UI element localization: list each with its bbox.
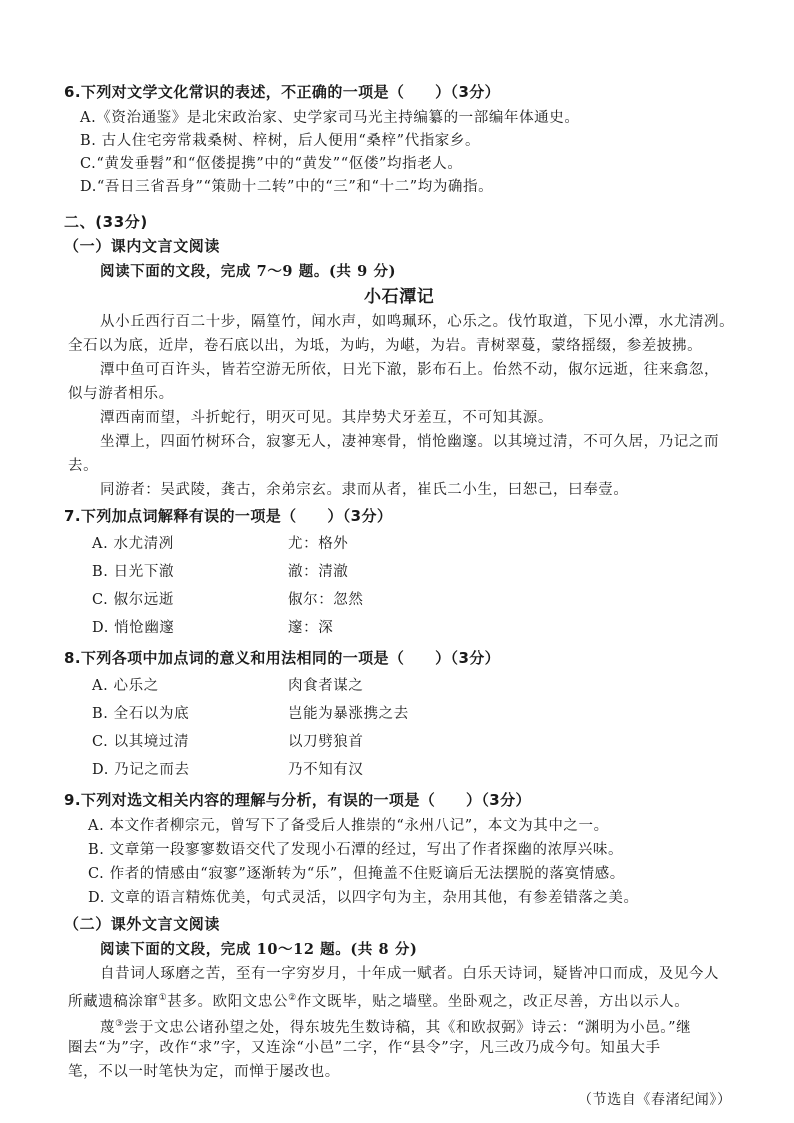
passage2-line: 自昔词人琢磨之苦，至有一字穷岁月，十年成一赋者。白乐天诗词，疑皆冲口而成，及见今人 <box>100 966 720 982</box>
passage2-line: 所藏遗稿涂窜①甚多。欧阳文忠公②作文既毕，贴之墙壁。坐卧观之，改正尽善，方出以示人。 <box>68 993 690 1010</box>
passage-line: 从小丘西行百二十步，隔篁竹，闻水声，如鸣珮环，心乐之。伐竹取道，下见小潭，水尤清冽。 <box>100 314 735 330</box>
q6-stem: 6.下列对文学文化常识的表述，不正确的一项是（ ）（3分） <box>64 83 501 101</box>
q7-option-a-right: 尤：格外 <box>288 536 349 552</box>
q8-option-d-left: D. 乃记之而去 <box>92 762 190 778</box>
passage-line: 去。 <box>68 458 99 474</box>
passage-source: （节选自《春渚纪闻》） <box>578 1092 732 1108</box>
q8-option-c-left: C. 以其境过清 <box>92 734 190 750</box>
passage-line: 似与游者相乐。 <box>68 386 174 402</box>
q9-option-d: D. 文章的语言精炼优美，句式灵活，以四字句为主，杂用其他，有参差错落之美。 <box>88 890 639 906</box>
passage-line: 全石以为底，近岸，卷石底以出，为坻，为屿，为嵁，为岩。青树翠蔓，蒙络摇缀，参差披拂。 <box>68 338 703 354</box>
q7-option-a-left: A. 水尤清冽 <box>92 536 174 552</box>
q6-option-a: A.《资治通鉴》是北宋政治家、史学家司马光主持编纂的一部编年体通史。 <box>80 110 580 126</box>
passage-line: 同游者：吴武陵，龚古，余弟宗玄。隶而从者，崔氏二小生，曰恕己，曰奉壹。 <box>100 482 629 498</box>
q7-option-b-right: 澈：清澈 <box>288 564 349 580</box>
q8-option-a-right: 肉食者谋之 <box>288 678 364 694</box>
q6-option-c: C.“黄发垂髫”和“伛偻提携”中的“黄发”“伛偻”均指老人。 <box>80 156 463 172</box>
q8-option-c-right: 以刀劈狼首 <box>288 734 364 750</box>
section-heading: 二、(33分) <box>64 213 148 231</box>
part2-heading: （二）课外文言文阅读 <box>64 915 221 933</box>
q8-stem: 8.下列各项中加点词的意义和用法相同的一项是（ ）（3分） <box>64 649 501 667</box>
passage-line: 潭西南而望，斗折蛇行，明灭可见。其岸势犬牙差互，不可知其源。 <box>100 410 553 426</box>
q7-option-d-left: D. 悄怆幽邃 <box>92 620 175 636</box>
q7-option-c-left: C. 俶尔远逝 <box>92 592 174 608</box>
q9-option-a: A. 本文作者柳宗元，曾写下了备受后人推崇的“永州八记”，本文为其中之一。 <box>88 818 609 834</box>
q8-option-a-left: A. 心乐之 <box>92 678 159 694</box>
q9-stem: 9.下列对选文相关内容的理解与分析，有误的一项是（ ）（3分） <box>64 791 531 809</box>
passage-line: 坐潭上，四面竹树环合，寂寥无人，凄神寒骨，悄怆幽邃。以其境过清，不可久居，乃记之而 <box>100 434 720 450</box>
passage-line: 潭中鱼可百许头，皆若空游无所依，日光下澈，影布石上。佁然不动，俶尔远逝，往来翕忽， <box>100 362 720 378</box>
q8-option-b-left: B. 全石以为底 <box>92 706 190 722</box>
q7-stem: 7.下列加点词解释有误的一项是（ ）（3分） <box>64 507 393 525</box>
footnote-marker: ① <box>158 993 168 1003</box>
q6-option-d: D.“吾日三省吾身”“策勋十二转”中的“三”和“十二”均为确指。 <box>80 179 494 195</box>
q8-option-b-right: 岂能为暴涨携之去 <box>288 706 409 722</box>
passage-title: 小石潭记 <box>364 287 435 307</box>
q9-option-b: B. 文章第一段寥寥数语交代了发现小石潭的经过，写出了作者探幽的浓厚兴味。 <box>88 842 624 858</box>
q8-option-d-right: 乃不知有汉 <box>288 762 364 778</box>
part2-instruction: 阅读下面的文段，完成 10～12 题。(共 8 分) <box>100 941 418 958</box>
footnote-marker: ② <box>288 993 297 1003</box>
passage2-line: 蔑③尝于文忠公诸孙望之处，得东坡先生数诗稿，其《和欧叔弼》诗云：“渊明为小邑。”继 <box>100 1019 692 1036</box>
footnote-marker: ③ <box>115 1019 124 1029</box>
q7-option-d-right: 邃：深 <box>288 620 334 636</box>
part1-heading: （一）课内文言文阅读 <box>64 237 221 255</box>
passage2-line: 笔，不以一时笔快为定，而惮于屡改也。 <box>68 1064 340 1080</box>
q9-option-c: C. 作者的情感由“寂寥”逐渐转为“乐”，但掩盖不住贬谪后无法摆脱的落寞情感。 <box>88 866 625 882</box>
part1-instruction: 阅读下面的文段，完成 7～9 题。(共 9 分) <box>100 263 397 280</box>
q7-option-b-left: B. 日光下澈 <box>92 564 175 580</box>
passage2-line: 圈去“为”字，改作“求”字，又连涂“小邑”二字，作“县令”字，凡三改乃成今句。知虽大手 <box>68 1040 661 1056</box>
q6-option-b: B. 古人住宅旁常栽桑树、梓树，后人便用“桑梓”代指家乡。 <box>80 133 481 149</box>
q7-option-c-right: 俶尔：忽然 <box>288 592 364 608</box>
